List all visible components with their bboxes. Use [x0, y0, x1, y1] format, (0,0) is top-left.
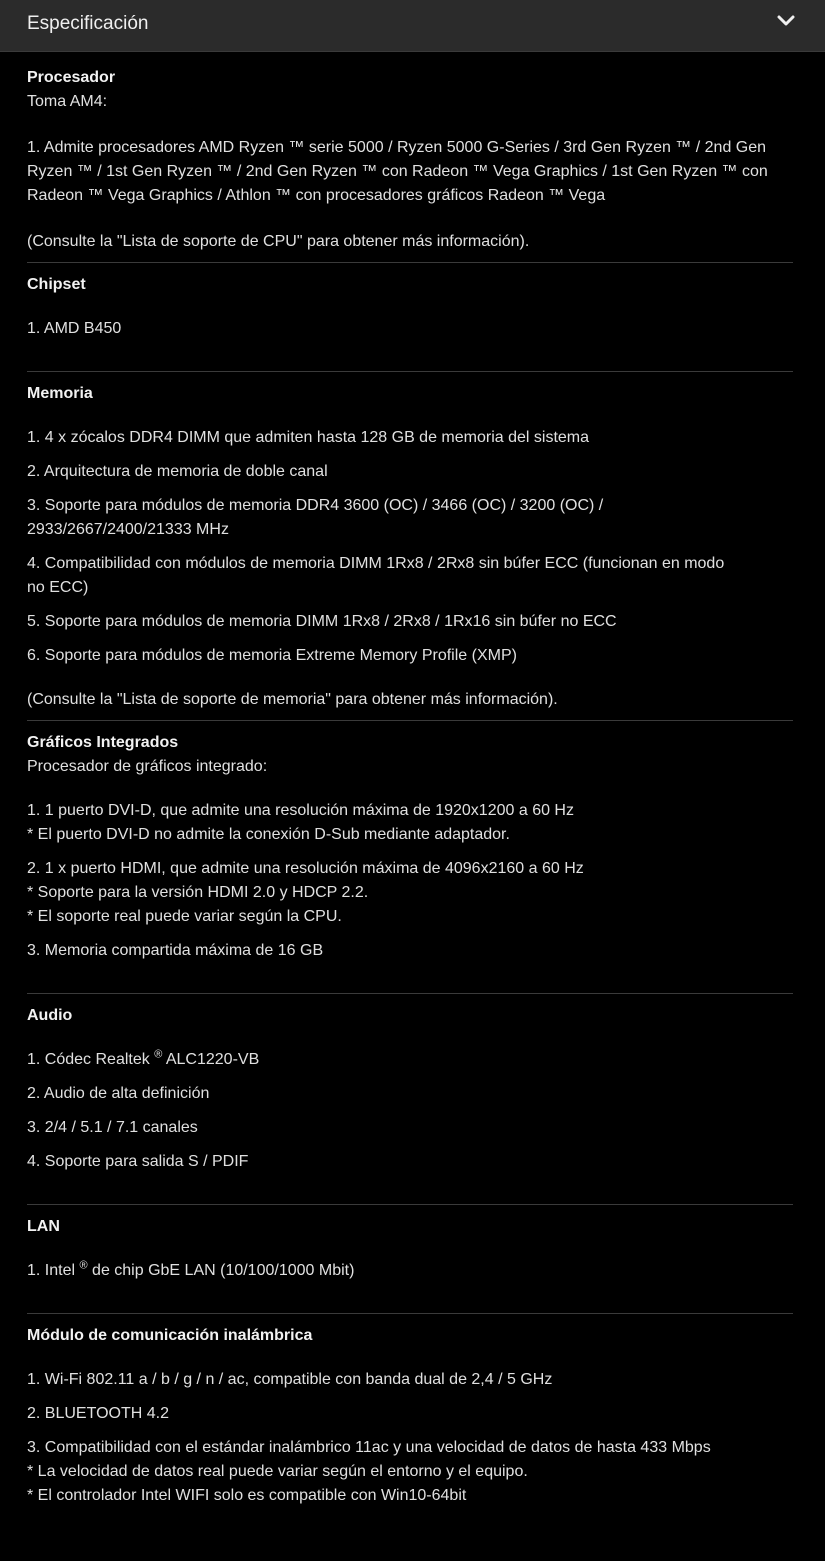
- spec-item: [27, 494, 793, 542]
- section-title: Procesador: [27, 69, 116, 86]
- spec-item: 5. Soporte para módulos de memoria DIMM 1Rx8 / 2Rx8 / 1Rx16 sin búfer no ECC: [27, 613, 617, 630]
- spec-item: 2. Audio de alta definición: [27, 1085, 210, 1102]
- spec-accordion-header[interactable]: [0, 0, 825, 52]
- section-audio: [27, 994, 793, 1205]
- spec-item: 6. Soporte para módulos de memoria Extreme Memory Profile (XMP): [27, 647, 517, 664]
- spec-item: [27, 1436, 793, 1508]
- spec-item: [27, 1048, 793, 1072]
- spec-item: 1. Wi-Fi 802.11 a / b / g / n / ac, compatible con banda dual de 2,4 / 5 GHz: [27, 1371, 553, 1388]
- section-chipset: [27, 263, 793, 372]
- spec-item-text: 1. Códec Realtek: [27, 1051, 155, 1068]
- chevron-down-icon[interactable]: [777, 14, 795, 28]
- spec-item: 3. 2/4 / 5.1 / 7.1 canales: [27, 1119, 198, 1136]
- spec-item-text: 1. Intel: [27, 1262, 80, 1279]
- section-processor: [27, 66, 793, 263]
- spec-item: [27, 799, 793, 847]
- section-intro: Procesador de gráficos integrado:: [27, 758, 268, 775]
- spec-item: 4. Soporte para salida S / PDIF: [27, 1153, 249, 1170]
- section-graphics: [27, 721, 793, 994]
- spec-item-line: 3. Compatibilidad con el estándar inalámbrico 11ac y una velocidad de datos de hasta 433 Mbps: [27, 1439, 711, 1456]
- spec-item-line: 4. Compatibilidad con módulos de memoria DIMM 1Rx8 / 2Rx8 sin búfer ECC (funcionan en modo: [27, 555, 725, 572]
- spec-item: 2. BLUETOOTH 4.2: [27, 1405, 169, 1422]
- section-intro: Toma AM4:: [27, 93, 108, 110]
- section-title: Memoria: [27, 385, 93, 402]
- spec-item: 3. Memoria compartida máxima de 16 GB: [27, 942, 324, 959]
- spec-item: 1. 4 x zócalos DDR4 DIMM que admiten hasta 128 GB de memoria del sistema: [27, 429, 590, 446]
- section-wireless: [27, 1314, 793, 1508]
- spec-item-note: * El controlador Intel WIFI solo es compatible con Win10-64bit: [27, 1487, 467, 1504]
- spec-item-line: 2933/2667/2400/21333 MHz: [27, 521, 229, 538]
- section-note: (Consulte la "Lista de soporte de memoria" para obtener más información).: [27, 691, 558, 708]
- spec-item: 1. AMD B450: [27, 320, 122, 337]
- accordion-title: Especificación: [27, 13, 149, 34]
- spec-item-line: no ECC): [27, 579, 89, 596]
- spec-item-note: * El puerto DVI-D no admite la conexión D-Sub mediante adaptador.: [27, 826, 510, 843]
- registered-mark: ®: [79, 1259, 88, 1272]
- section-title: LAN: [27, 1218, 60, 1235]
- spec-item-text: de chip GbE LAN (10/100/1000 Mbit): [87, 1262, 355, 1279]
- spec-content: [27, 66, 793, 1508]
- spec-item-note: * La velocidad de datos real puede variar según el entorno y el equipo.: [27, 1463, 528, 1480]
- spec-item-line: 2. 1 x puerto HDMI, que admite una resolución máxima de 4096x2160 a 60 Hz: [27, 860, 584, 877]
- spec-item: 1. Admite procesadores AMD Ryzen ™ serie 5000 / Ryzen 5000 G-Series / 3rd Gen Ryzen ™ / 2nd Gen Ryzen ™ / 1st Gen Ryzen ™ / 2nd Gen Ryzen ™ con Radeon ™ Vega Graphics / 1st Gen Ryzen ™ con Radeon ™ Vega Graphics / Athlon ™ con procesadores gráficos Radeon ™ Vega: [27, 139, 768, 204]
- registered-mark: ®: [154, 1048, 163, 1061]
- section-lan: [27, 1205, 793, 1314]
- spec-item-note: * Soporte para la versión HDMI 2.0 y HDCP 2.2.: [27, 884, 369, 901]
- section-memory: [27, 372, 793, 721]
- spec-item-line: 3. Soporte para módulos de memoria DDR4 3600 (OC) / 3466 (OC) / 3200 (OC) /: [27, 497, 604, 514]
- section-note: (Consulte la "Lista de soporte de CPU" para obtener más información).: [27, 233, 530, 250]
- spec-item: 2. Arquitectura de memoria de doble canal: [27, 463, 328, 480]
- spec-item: [27, 1259, 793, 1283]
- spec-item: [27, 857, 793, 929]
- section-title: Gráficos Integrados: [27, 734, 179, 751]
- spec-item: [27, 552, 793, 600]
- spec-item-text: ALC1220-VB: [162, 1051, 260, 1068]
- section-title: Chipset: [27, 276, 86, 293]
- section-title: Módulo de comunicación inalámbrica: [27, 1327, 313, 1344]
- spec-item-note: * El soporte real puede variar según la CPU.: [27, 908, 342, 925]
- spec-item-line: 1. 1 puerto DVI-D, que admite una resolución máxima de 1920x1200 a 60 Hz: [27, 802, 574, 819]
- section-title: Audio: [27, 1007, 73, 1024]
